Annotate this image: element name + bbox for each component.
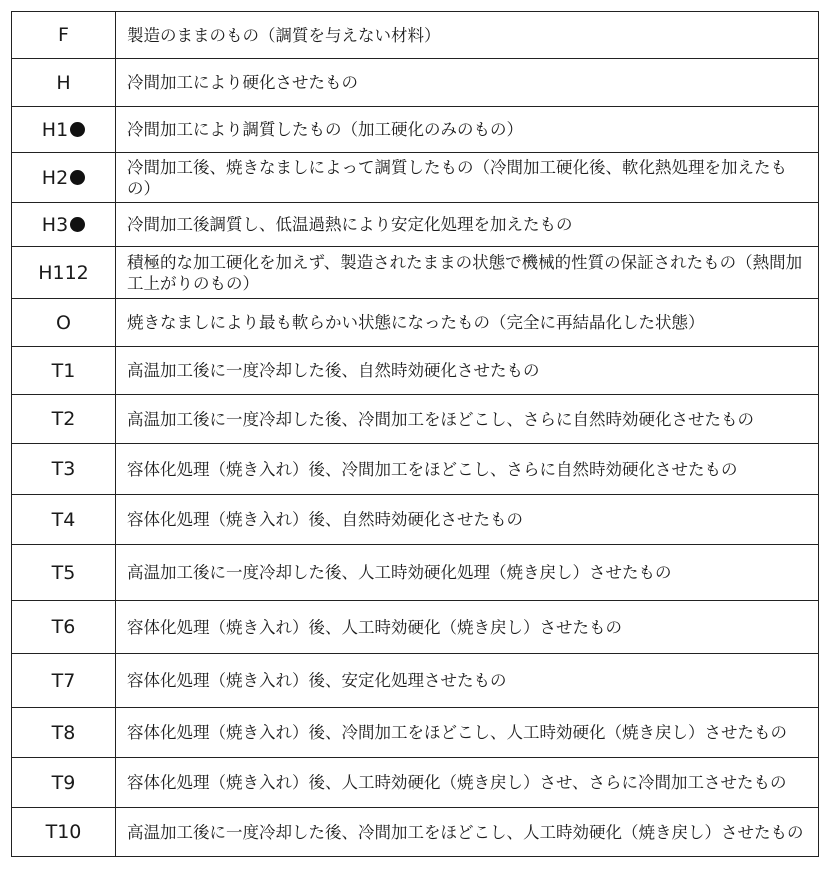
temper-code-cell xyxy=(12,299,116,347)
temper-code: H2 xyxy=(41,166,69,189)
table-row xyxy=(12,395,819,444)
temper-description-cell xyxy=(116,444,819,495)
temper-description-cell xyxy=(116,153,819,203)
temper-code-cell xyxy=(12,654,116,708)
temper-code: T8 xyxy=(51,721,76,744)
table-row xyxy=(12,12,819,59)
temper-description: 冷間加工後調質し、低温過熱により安定化処理を加えたもの xyxy=(127,215,573,234)
temper-code-cell xyxy=(12,153,116,203)
temper-description-cell xyxy=(116,495,819,545)
temper-description: 冷間加工により硬化させたもの xyxy=(127,73,358,92)
temper-description: 焼きなましにより最も軟らかい状態になったもの（完全に再結晶化した状態） xyxy=(127,313,705,332)
temper-code-cell xyxy=(12,758,116,808)
table-row xyxy=(12,601,819,654)
temper-code: F xyxy=(58,24,69,46)
temper-description: 高温加工後に一度冷却した後、自然時効硬化させたもの xyxy=(127,361,540,380)
filled-circle-icon xyxy=(70,122,85,137)
temper-description: 容体化処理（焼き入れ）後、人工時効硬化（焼き戻し）させ、さらに冷間加工させたもの xyxy=(127,773,787,792)
temper-description-cell xyxy=(116,347,819,395)
temper-description: 高温加工後に一度冷却した後、人工時効硬化処理（焼き戻し）させたもの xyxy=(127,563,672,582)
table-row xyxy=(12,545,819,601)
temper-code-cell xyxy=(12,395,116,444)
temper-code: H xyxy=(56,71,71,94)
table-row xyxy=(12,654,819,708)
temper-code: T9 xyxy=(51,771,76,794)
temper-description: 高温加工後に一度冷却した後、冷間加工をほどこし、さらに自然時効硬化させたもの xyxy=(127,409,754,429)
temper-code: T1 xyxy=(51,359,76,382)
table-row xyxy=(12,808,819,857)
table-row xyxy=(12,153,819,203)
temper-description: 容体化処理（焼き入れ）後、人工時効硬化（焼き戻し）させたもの xyxy=(127,617,622,637)
table-row xyxy=(12,347,819,395)
temper-description: 製造のままのもの（調質を与えない材料） xyxy=(127,25,441,45)
temper-code-cell xyxy=(12,495,116,545)
temper-description-cell xyxy=(116,545,819,601)
temper-description-cell xyxy=(116,107,819,153)
temper-description-cell xyxy=(116,708,819,758)
temper-description-cell xyxy=(116,395,819,444)
temper-code-cell xyxy=(12,347,116,395)
temper-description: 容体化処理（焼き入れ）後、自然時効硬化させたもの xyxy=(127,510,523,529)
temper-code-cell xyxy=(12,808,116,857)
temper-code: O xyxy=(56,311,71,334)
table-row xyxy=(12,203,819,247)
temper-description-cell xyxy=(116,758,819,808)
temper-description-cell xyxy=(116,59,819,107)
table-row xyxy=(12,107,819,153)
temper-description: 容体化処理（焼き入れ）後、冷間加工をほどこし、人工時効硬化（焼き戻し）させたもの xyxy=(127,723,787,742)
table-row xyxy=(12,59,819,107)
temper-code: T6 xyxy=(51,616,76,638)
table-row xyxy=(12,444,819,495)
table-row xyxy=(12,299,819,347)
temper-description: 冷間加工後、焼きなましによって調質したもの（冷間加工硬化後、軟化熱処理を加えたもの） xyxy=(127,157,787,198)
temper-description-cell xyxy=(116,601,819,654)
filled-circle-icon xyxy=(70,217,85,232)
temper-code-cell xyxy=(12,247,116,299)
temper-code: T7 xyxy=(51,669,76,692)
filled-circle-icon xyxy=(70,170,85,185)
temper-code: H1 xyxy=(41,118,69,141)
temper-description: 容体化処理（焼き入れ）後、冷間加工をほどこし、さらに自然時効硬化させたもの xyxy=(127,459,738,479)
temper-code-cell xyxy=(12,107,116,153)
temper-code: T2 xyxy=(51,408,76,430)
table-row xyxy=(12,708,819,758)
temper-code-cell xyxy=(12,12,116,59)
temper-description-cell xyxy=(116,12,819,59)
temper-code: T3 xyxy=(51,458,76,480)
temper-description-cell xyxy=(116,203,819,247)
temper-description: 冷間加工により調質したもの（加工硬化のみのもの） xyxy=(127,120,523,139)
temper-code-cell xyxy=(12,59,116,107)
temper-designation-table xyxy=(11,11,819,857)
temper-description-cell xyxy=(116,299,819,347)
temper-description: 積極的な加工硬化を加えず、製造されたままの状態で機械的性質の保証されたもの（熱間加工上がりのもの） xyxy=(127,252,803,293)
temper-code: H112 xyxy=(38,261,89,284)
temper-code-cell xyxy=(12,444,116,495)
temper-code-cell xyxy=(12,708,116,758)
table-row xyxy=(12,758,819,808)
temper-description: 高温加工後に一度冷却した後、冷間加工をほどこし、人工時効硬化（焼き戻し）させたもの xyxy=(127,822,804,842)
temper-code-cell xyxy=(12,601,116,654)
temper-description: 容体化処理（焼き入れ）後、安定化処理させたもの xyxy=(127,671,507,690)
temper-description-cell xyxy=(116,654,819,708)
temper-description-cell xyxy=(116,247,819,299)
temper-code: H3 xyxy=(41,213,69,236)
temper-code-cell xyxy=(12,203,116,247)
table-row xyxy=(12,495,819,545)
temper-code: T5 xyxy=(51,561,76,584)
table-row xyxy=(12,247,819,299)
temper-code: T10 xyxy=(45,821,82,843)
temper-description-cell xyxy=(116,808,819,857)
temper-code: T4 xyxy=(51,508,76,531)
temper-code-cell xyxy=(12,545,116,601)
